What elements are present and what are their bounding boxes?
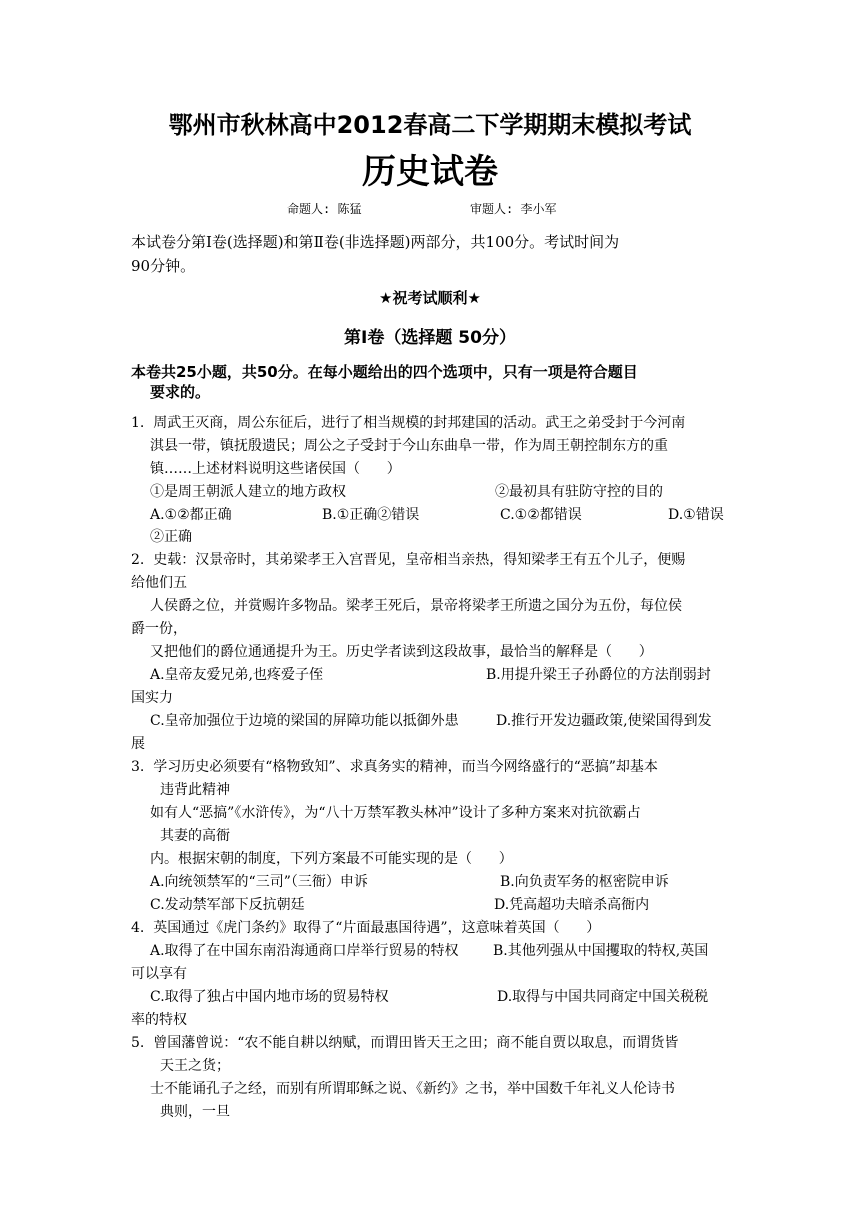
section-instruction-line-2: 要求的。 bbox=[150, 383, 211, 401]
question-3-option-d: D.凭高超功夫暗杀高衙内 bbox=[494, 897, 650, 913]
question-1-text: 1. 周武王灭商，周公东征后，进行了相当规模的封邦建国的活动。武王之弟受封于今河南 bbox=[131, 415, 686, 431]
exam-title: 鄂州市秋林高中2012春高二下学期期末模拟考试 bbox=[168, 111, 692, 139]
question-2-text: 给他们五 bbox=[131, 575, 187, 591]
question-5-text: 5. 曾国藩曾说：“农不能自耕以纳赋，而谓田皆天王之田；商不能自贾以取息，而谓货皆 bbox=[131, 1035, 679, 1051]
question-1-option-b: B.①正确②错误 bbox=[322, 507, 420, 523]
question-5-text: 典则，一旦 bbox=[160, 1104, 230, 1120]
question-1-statement-1: ①是周王朝派人建立的地方政权 bbox=[150, 484, 346, 500]
question-1-statement-2: ②最初具有驻防守控的目的 bbox=[495, 484, 663, 500]
question-2-option-b: B.用提升梁王子孙爵位的方法削弱封 bbox=[486, 667, 711, 683]
question-2-option-a: A.皇帝友爱兄弟,也疼爱子侄 bbox=[150, 667, 324, 683]
question-1-option-a: A.①②都正确 bbox=[150, 507, 232, 523]
question-3-text: 3. 学习历史必须要有“格物致知”、求真务实的精神，而当今网络盛行的“恶搞”却基本 bbox=[131, 759, 658, 775]
question-3-text: 内。根据宋朝的制度，下列方案最不可能实现的是（ ） bbox=[150, 851, 513, 867]
question-1-option-c: C.①②都错误 bbox=[500, 507, 582, 523]
question-3-text: 其妻的高衙 bbox=[160, 828, 230, 844]
question-2-option-b-cont: 国实力 bbox=[131, 690, 173, 706]
author-credit: 命题人: 陈猛 bbox=[287, 202, 362, 216]
question-2-text: 又把他们的爵位通通提升为王。历史学者读到这段故事，最恰当的解释是（ ） bbox=[150, 644, 653, 660]
question-2-option-c: C.皇帝加强位于边境的梁国的屏障功能以抵御外患 bbox=[150, 713, 459, 729]
question-1-option-d-cont: ②正确 bbox=[150, 529, 192, 545]
question-2-text: 2. 史载：汉景帝时，其弟梁孝王入宫晋见，皇帝相当亲热，得知梁孝王有五个儿子，便赐 bbox=[131, 552, 686, 568]
question-3-text: 如有人“恶搞”《水浒传》，为“八十万禁军教头林冲”设计了多种方案来对抗欲霸占 bbox=[150, 805, 641, 821]
question-4-text: 4. 英国通过《虎门条约》取得了“片面最惠国待遇”，这意味着英国（ ） bbox=[131, 920, 601, 936]
question-2-option-d: D.推行开发边疆政策,使梁国得到发 bbox=[496, 713, 712, 729]
question-2-text: 爵一份， bbox=[131, 621, 187, 637]
question-1-text: 镇……上述材料说明这些诸侯国（ ） bbox=[150, 461, 401, 477]
question-3-option-c: C.发动禁军部下反抗朝廷 bbox=[150, 897, 305, 913]
blessing: ★祝考试顺利★ bbox=[379, 289, 481, 307]
question-2-text: 人侯爵之位，并赏赐许多物品。梁孝王死后，景帝将梁孝王所遗之国分为五份，每位侯 bbox=[150, 598, 682, 614]
section-instruction-line-1: 本卷共25小题，共50分。在每小题给出的四个选项中，只有一项是符合题目 bbox=[131, 363, 638, 381]
question-3-text: 违背此精神 bbox=[160, 782, 230, 798]
question-1-text: 淇县一带，镇抚殷遗民；周公之子受封于今山东曲阜一带，作为周王朝控制东方的重 bbox=[150, 438, 668, 454]
question-1-option-d: D.①错误 bbox=[668, 507, 724, 523]
reviewer-credit: 审题人: 李小军 bbox=[470, 202, 557, 216]
question-4-option-d-cont: 率的特权 bbox=[131, 1012, 187, 1028]
question-2-option-d-cont: 展 bbox=[131, 736, 145, 752]
question-3-option-a: A.向统领禁军的“三司”（三衙）申诉 bbox=[150, 874, 368, 890]
question-5-text: 天王之货； bbox=[160, 1058, 230, 1074]
question-4-option-d: D.取得与中国共同商定中国关税税 bbox=[497, 989, 709, 1005]
question-4-option-b: B.其他列强从中国攫取的特权,英国 bbox=[493, 943, 709, 959]
section-title: 第Ⅰ卷（选择题 50分） bbox=[344, 328, 516, 348]
intro-line-2: 90分钟。 bbox=[131, 257, 196, 275]
question-3-option-b: B.向负责军务的枢密院申诉 bbox=[500, 874, 669, 890]
question-4-option-c: C.取得了独占中国内地市场的贸易特权 bbox=[150, 989, 389, 1005]
question-5-text: 士不能诵孔子之经，而别有所谓耶稣之说、《新约》之书，举中国数千年礼义人伦诗书 bbox=[150, 1081, 675, 1097]
question-4-option-b-cont: 可以享有 bbox=[131, 966, 187, 982]
intro-line-1: 本试卷分第Ⅰ卷(选择题)和第Ⅱ卷(非选择题)两部分，共100分。考试时间为 bbox=[131, 233, 620, 251]
exam-subject-title: 历史试卷 bbox=[362, 152, 498, 192]
question-4-option-a: A.取得了在中国东南沿海通商口岸举行贸易的特权 bbox=[150, 943, 459, 959]
